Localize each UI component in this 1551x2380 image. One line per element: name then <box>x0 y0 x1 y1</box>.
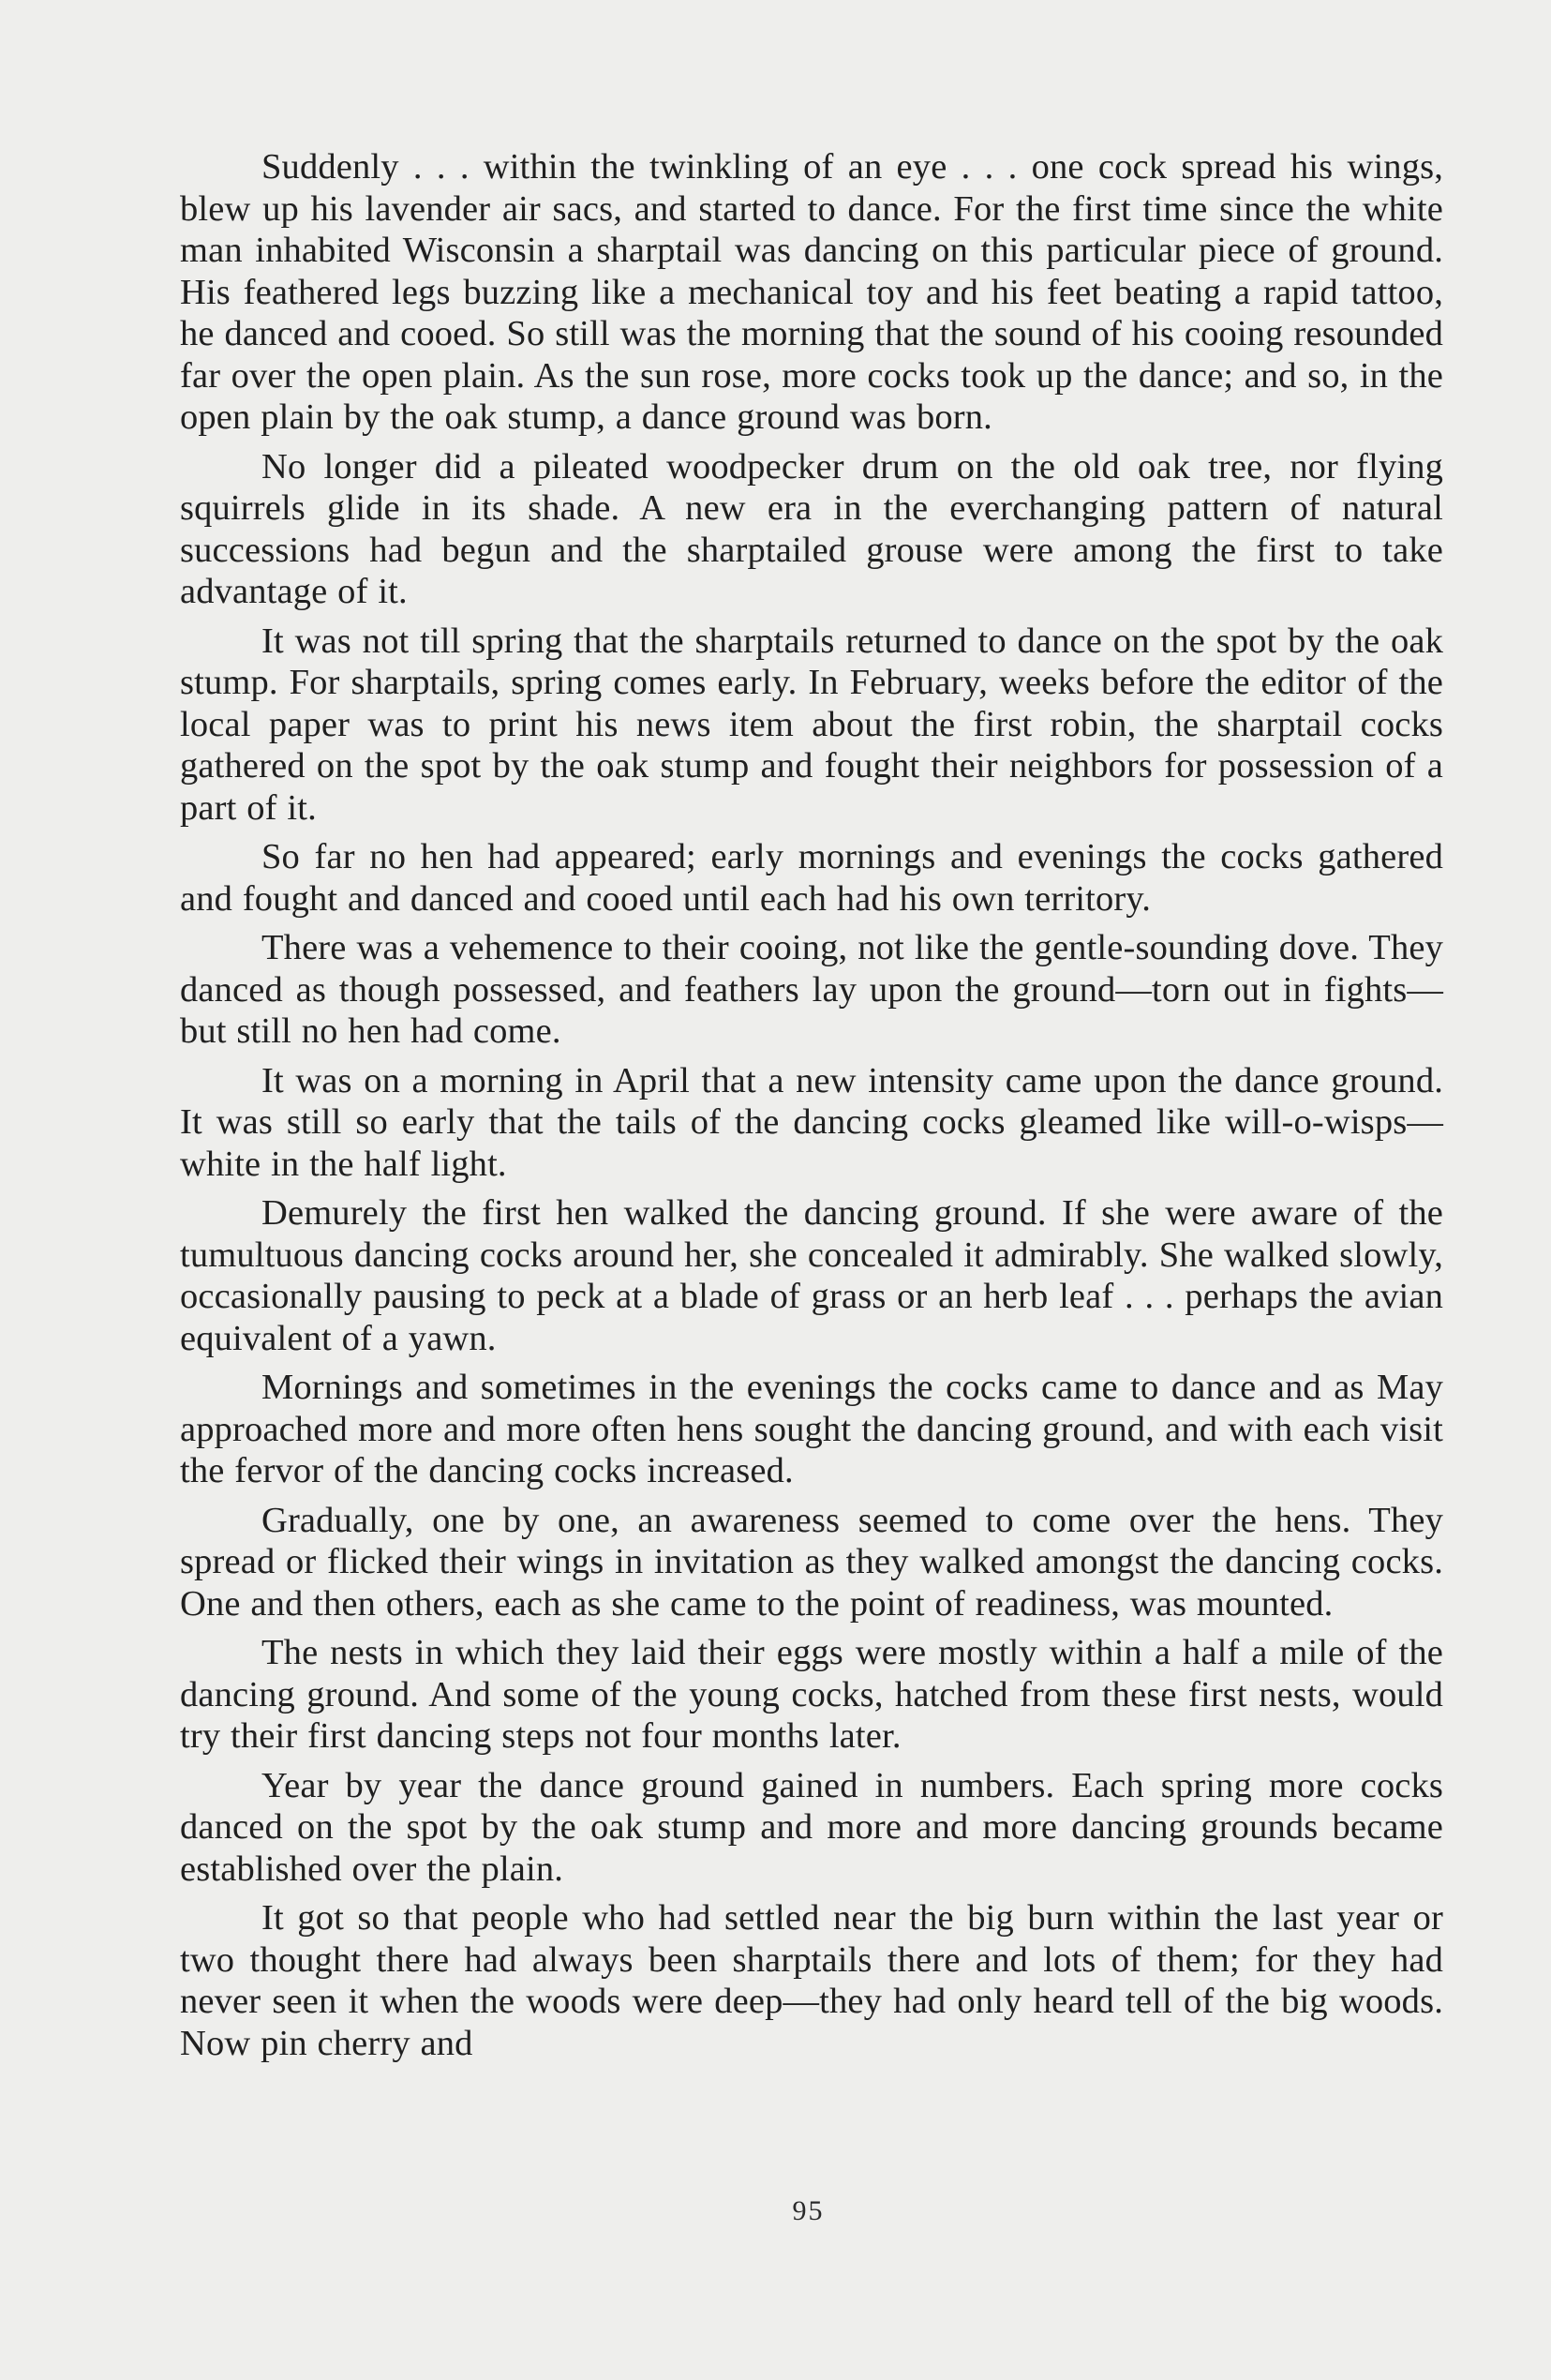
page-number: 95 <box>792 2195 825 2226</box>
paragraph-11: Year by year the dance ground gained in numbers. Each spring more cocks danced on the spot by the oak stump and more and more dancing grounds became established over the plain. <box>180 1765 1443 1889</box>
paragraph-8: Mornings and sometimes in the evenings the cocks came to dance and as May approached more and more often hens sought the dancing ground, and with each visit the fervor of the dancing cocks increased. <box>180 1368 1443 1490</box>
paragraph-4: So far no hen had appeared; early mornings and evenings the cocks gathered and fought and danced and cooed until each had his own territory. <box>180 837 1443 919</box>
body-text <box>180 146 1443 2072</box>
paragraph-5: There was a vehemence to their cooing, not like the gentle-sounding dove. They danced as though possessed, and feathers lay upon the ground—torn out in fights—but still no hen had come. <box>180 928 1443 1051</box>
paragraph-7: Demurely the first hen walked the dancing ground. If she were aware of the tumultuous dancing cocks around her, she concealed it admirably. She walked slowly, occasionally pausing to peck at a blade of grass or an herb leaf . . . perhaps the avian equivalent of a yawn. <box>180 1193 1443 1358</box>
paragraph-3: It was not till spring that the sharptails returned to dance on the spot by the oak stump. For sharptails, spring comes early. In February, weeks before the editor of the local paper was to print his news item about the first robin, the sharptail cocks gathered on the spot by the oak stump and fought their neighbors for possession of a part of it. <box>180 621 1443 828</box>
paragraph-1: Suddenly . . . within the twinkling of an eye . . . one cock spread his wings, blew up his lavender air sacs, and started to dance. For the first time since the white man inhabited Wisconsin a sharptail was dancing on this particular piece of ground. His feathered legs buzzing like a mechanical toy and his feet beating a rapid tattoo, he danced and cooed. So still was the morning that the sound of his cooing resounded far over the open plain. As the sun rose, more cocks took up the dance; and so, in the open plain by the oak stump, a dance ground was born. <box>180 147 1443 437</box>
paragraph-6: It was on a morning in April that a new intensity came upon the dance ground. It was still so early that the tails of the dancing cocks gleamed like will-o-wisps—white in the half light. <box>180 1060 1443 1184</box>
paragraph-10: The nests in which they laid their eggs were mostly within a half a mile of the dancing ground. And some of the young cocks, hatched from these first nests, would try their first dancing steps not four months later. <box>180 1633 1443 1756</box>
paragraph-2: No longer did a pileated woodpecker drum on the old oak tree, nor flying squirrels glide in its shade. A new era in the everchanging pattern of natural successions had begun and the sharptailed grouse were among the first to take advantage of it. <box>180 446 1443 611</box>
paragraph-12: It got so that people who had settled near the big burn within the last year or two thought there had always been sharptails there and lots of them; for they had never seen it when the woods were deep—they had only heard tell of the big woods. Now pin cherry and <box>180 1898 1443 2063</box>
paragraph-9: Gradually, one by one, an awareness seemed to come over the hens. They spread or flicked their wings in invitation as they walked amongst the dancing cocks. One and then others, each as she came to the point of readiness, was mounted. <box>180 1500 1443 1624</box>
